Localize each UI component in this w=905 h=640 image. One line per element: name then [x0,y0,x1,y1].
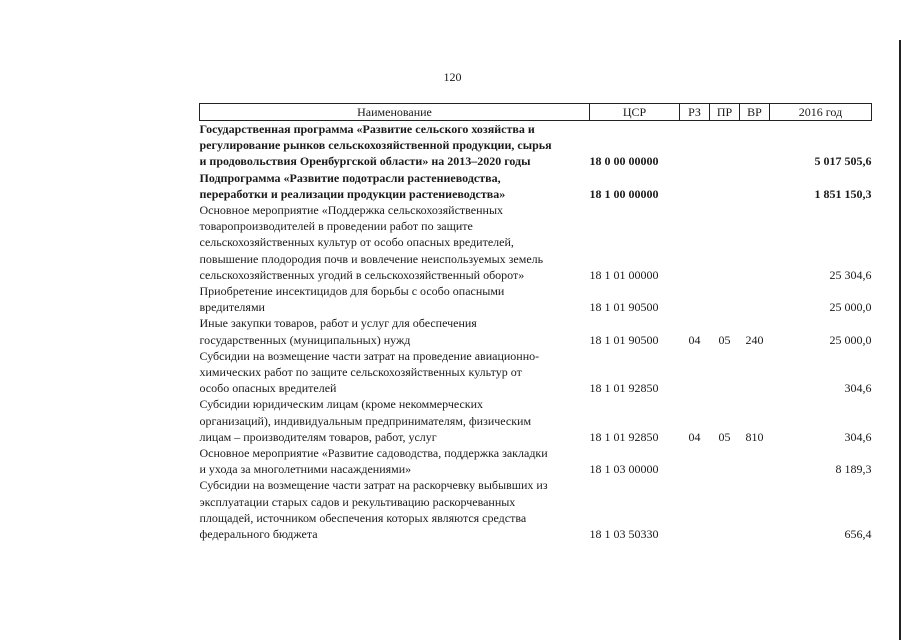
table-row [200,121,872,170]
row-amount-2016: 656,4 [844,527,872,542]
row-name-line: химических работ по защите сельскохозяйственных культур от [199,365,522,380]
row-csr: 18 1 03 50330 [589,527,659,542]
table-row [200,315,872,347]
row-name-line: Подпрограмма «Развитие подотрасли растениеводства, [199,170,501,185]
row-name-line: Субсидии на возмещение части затрат на проведение авиационно- [199,348,540,363]
row-name-line: и продовольствия Оренбургской области» на 2013–2020 годы [199,154,531,169]
row-amount-2016: 8 189,3 [835,462,872,477]
row-csr: 18 1 01 92850 [589,381,659,396]
row-rz [680,202,710,283]
column-header-name: Наименование [200,104,590,121]
column-header-vr: ВР [740,104,770,121]
row-name [200,283,590,315]
row-rz [680,283,710,315]
row-name [200,315,590,347]
row-name-line: и ухода за многолетними насаждениями» [199,462,412,477]
row-pr [710,170,740,202]
row-rz [680,348,710,397]
row-name-line: товаропроизводителей в проведении работ по защите [199,219,473,234]
budget-table [199,103,872,542]
row-name [200,348,590,397]
row-csr: 18 1 03 00000 [589,462,659,477]
row-name-line: государственных (муниципальных) нужд [199,332,411,347]
row-rz [680,121,710,170]
row-csr: 18 1 01 90500 [589,332,659,347]
row-pr: 05 [718,429,731,444]
row-name-line: особо опасных вредителей [199,381,337,396]
row-name [200,121,590,170]
row-amount-2016: 1 851 150,3 [814,186,872,201]
row-name-line: сельскохозяйственных культур от особо опасных вредителей, [199,235,514,250]
row-name [200,445,590,477]
row-csr: 18 1 01 92850 [589,429,659,444]
row-pr [710,202,740,283]
row-name-line: Приобретение инсектицидов для борьбы с особо опасными [199,284,505,299]
row-name-line: Основное мероприятие «Развитие садоводства, поддержка закладки [199,446,548,461]
page-number: 120 [443,70,462,84]
table-row [200,283,872,315]
table-row [200,477,872,542]
row-name-line: Субсидии на возмещение части затрат на раскорчевку выбывших из [199,478,548,493]
table-header [200,104,872,121]
row-pr: 05 [718,332,731,347]
row-name-line: Государственная программа «Развитие сельского хозяйства и [199,122,535,136]
row-csr: 18 1 00 00000 [589,186,659,201]
row-vr: 810 [745,429,764,444]
row-rz [680,445,710,477]
row-rz: 04 [688,332,701,347]
row-name [200,202,590,283]
row-pr [710,121,740,170]
row-name-line: лицам – производителям товаров, работ, услуг [199,429,437,444]
column-header-2016: 2016 год [770,104,872,121]
table-row [200,396,872,445]
row-name [200,477,590,542]
table-row [200,170,872,202]
row-vr [740,121,770,170]
row-name-line: Субсидии юридическим лицам (кроме некоммерческих [199,397,484,412]
row-amount-2016: 304,6 [844,381,872,396]
row-vr [740,348,770,397]
row-name-line: Иные закупки товаров, работ и услуг для обеспечения [199,316,477,331]
row-rz [680,477,710,542]
table-row [200,445,872,477]
row-csr: 18 0 00 00000 [589,154,659,169]
column-header-pr: ПР [710,104,740,121]
row-amount-2016: 304,6 [844,429,872,444]
column-header-rz: РЗ [680,104,710,121]
page-edge-line [899,40,901,640]
table-row [200,348,872,397]
row-csr: 18 1 01 90500 [589,300,659,315]
row-pr [710,348,740,397]
row-vr [740,170,770,202]
row-name-line: эксплуатации старых садов и рекультивацию раскорчеванных [199,494,516,509]
row-name [200,170,590,202]
row-pr [710,445,740,477]
table-body [200,121,872,543]
row-vr [740,283,770,315]
row-amount-2016: 25 000,0 [829,332,872,347]
row-name-line: вредителями [199,300,265,315]
row-name-line: сельскохозяйственных угодий в сельскохозяйственный оборот» [199,267,525,282]
row-vr [740,445,770,477]
row-vr: 240 [745,332,764,347]
row-name-line: повышение плодородия почв и вовлечение неиспользуемых земель [199,251,544,266]
row-name-line: площадей, источником обеспечения которых являются средства [199,510,527,525]
row-rz [680,170,710,202]
table-row [200,202,872,283]
row-csr: 18 1 01 00000 [589,267,659,282]
row-name-line: регулирование рынков сельскохозяйственной продукции, сырья [199,138,552,153]
column-header-csr: ЦСР [590,104,680,121]
row-vr [740,202,770,283]
row-rz: 04 [688,429,701,444]
row-amount-2016: 25 000,0 [829,300,872,315]
row-vr [740,477,770,542]
row-name-line: Основное мероприятие «Поддержка сельскохозяйственных [199,203,504,218]
row-amount-2016: 5 017 505,6 [814,154,872,169]
row-name [200,396,590,445]
row-amount-2016: 25 304,6 [829,267,872,282]
row-name-line: федерального бюджета [199,527,318,542]
row-name-line: организаций), индивидуальным предпринимателям, физическим [199,413,532,428]
row-name-line: переработки и реализации продукции растениеводства» [199,186,506,201]
row-pr [710,477,740,542]
row-pr [710,283,740,315]
